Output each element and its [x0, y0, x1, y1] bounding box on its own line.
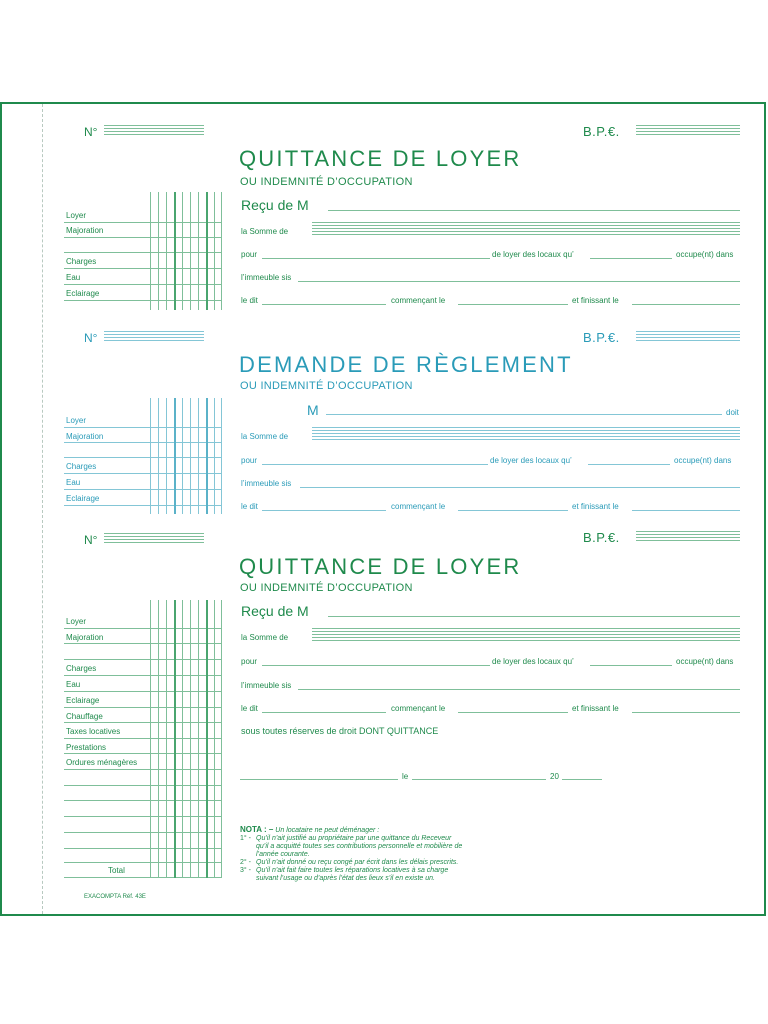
nota-1c: l’année courante.: [256, 851, 310, 858]
debtor-field[interactable]: [326, 414, 722, 415]
for-field[interactable]: [262, 464, 488, 465]
stub-label: Charges: [66, 462, 97, 471]
stub-label: Eclairage: [66, 289, 100, 298]
rent-premises-label: de loyer des locaux qu’: [490, 456, 572, 465]
reserves-text: sous toutes réserves de droit DONT QUITTANCE: [241, 726, 439, 736]
period-label: le dit: [241, 502, 258, 511]
perforation-line: [42, 104, 43, 914]
rent-premises-label: de loyer des locaux qu’: [492, 250, 574, 259]
for-label: pour: [241, 250, 258, 259]
debtor-label: M: [307, 402, 319, 418]
period-label: le dit: [241, 704, 258, 713]
for-field[interactable]: [262, 258, 490, 259]
building-field[interactable]: [298, 281, 740, 282]
total-label: Total: [108, 866, 125, 875]
amount-field[interactable]: [312, 222, 740, 236]
year-label: 20: [550, 772, 559, 781]
stub-label: Eclairage: [66, 696, 100, 705]
nota-3b: suivant l’usage ou d’après l’état des lieux s’il en existe un.: [256, 875, 435, 882]
stub-amount-grid[interactable]: [150, 600, 222, 878]
start-label: commençant le: [391, 704, 446, 713]
received-from-field[interactable]: [328, 210, 740, 211]
end-date-field[interactable]: [632, 304, 740, 305]
start-label: commençant le: [391, 296, 446, 305]
bpe-label: B.P.€.: [583, 330, 620, 345]
stub-label: Loyer: [66, 211, 87, 220]
start-label: commençant le: [391, 502, 446, 511]
period-field[interactable]: [262, 712, 386, 713]
owes-label: doit: [726, 408, 739, 417]
building-label: l’immeuble sis: [241, 479, 292, 488]
start-date-field[interactable]: [458, 712, 568, 713]
stub-amount-grid[interactable]: [150, 192, 222, 310]
nota-1b: qu’il a acquitté toutes ses contributions personnelle et mobilière de: [256, 843, 463, 850]
nota-intro: Un locataire ne peut déménager :: [275, 827, 380, 834]
date-field[interactable]: [412, 779, 546, 780]
for-field[interactable]: [262, 665, 490, 666]
year-field[interactable]: [562, 779, 602, 780]
occupant-field[interactable]: [590, 258, 672, 259]
stub-label: Loyer: [66, 416, 87, 425]
stub-label: Loyer: [66, 617, 87, 626]
stub-label: Eau: [66, 680, 81, 689]
amount-field[interactable]: [312, 628, 740, 642]
reference-text: EXACOMPTA Réf. 43E: [84, 894, 146, 900]
stub-label: Eau: [66, 478, 81, 487]
occupies-label: occupe(nt) dans: [676, 657, 734, 666]
bpe-amount-field[interactable]: [636, 531, 740, 543]
nota-3a: Qu’il n’ait fait faire toutes les réparations locatives à sa charge: [256, 867, 449, 874]
nota-1a: Qu’il n’ait justifié au propriétaire par une quittance du Receveur: [256, 835, 452, 842]
bpe-amount-field[interactable]: [636, 125, 740, 137]
building-field[interactable]: [300, 487, 740, 488]
for-label: pour: [241, 456, 258, 465]
bpe-label: B.P.€.: [583, 530, 620, 545]
occupies-label: occupe(nt) dans: [676, 250, 734, 259]
stub-label: Ordures ménagères: [66, 758, 138, 767]
stub-label: Majoration: [66, 432, 104, 441]
form-subtitle: OU INDEMNITÉ D’OCCUPATION: [240, 176, 413, 188]
number-field[interactable]: [104, 331, 204, 343]
stub-label: Taxes locatives: [66, 727, 121, 736]
occupant-field[interactable]: [588, 464, 670, 465]
amount-field[interactable]: [312, 427, 740, 441]
number-label: N°: [84, 331, 98, 345]
form-subtitle: OU INDEMNITÉ D’OCCUPATION: [240, 380, 413, 392]
occupies-label: occupe(nt) dans: [674, 456, 732, 465]
building-field[interactable]: [298, 689, 740, 690]
bpe-amount-field[interactable]: [636, 331, 740, 343]
date-label: le: [402, 772, 409, 781]
stub-label: Chauffage: [66, 712, 103, 721]
amount-label: la Somme de: [241, 227, 289, 236]
stub-label: Charges: [66, 257, 97, 266]
number-label: N°: [84, 533, 98, 547]
end-date-field[interactable]: [632, 510, 740, 511]
amount-label: la Somme de: [241, 432, 289, 441]
nota-num: 3° -: [240, 867, 251, 874]
stub-label: Eau: [66, 273, 81, 282]
nota-block: [240, 826, 462, 883]
stub-label: Majoration: [66, 633, 104, 642]
form-title: QUITTANCE DE LOYER: [239, 146, 522, 171]
nota-num: 1° -: [240, 835, 251, 842]
nota-title: NOTA : –: [240, 825, 274, 834]
form-subtitle: OU INDEMNITÉ D’OCCUPATION: [240, 582, 413, 594]
end-date-field[interactable]: [632, 712, 740, 713]
for-label: pour: [241, 657, 258, 666]
received-from-field[interactable]: [328, 616, 740, 617]
number-field[interactable]: [104, 125, 204, 137]
end-label: et finissant le: [572, 502, 619, 511]
stub-label: Eclairage: [66, 494, 100, 503]
rent-premises-label: de loyer des locaux qu’: [492, 657, 574, 666]
number-label: N°: [84, 125, 98, 139]
received-from-label: Reçu de M: [241, 197, 309, 213]
form-title: DEMANDE DE RÈGLEMENT: [239, 352, 573, 377]
building-label: l’immeuble sis: [241, 681, 292, 690]
amount-label: la Somme de: [241, 633, 289, 642]
stub-amount-grid[interactable]: [150, 398, 222, 514]
stub-label: Charges: [66, 664, 97, 673]
end-label: et finissant le: [572, 296, 619, 305]
nota-2: Qu’il n’ait donné ou reçu congé par écrit dans les délais prescrits.: [256, 859, 459, 866]
end-label: et finissant le: [572, 704, 619, 713]
period-field[interactable]: [262, 510, 386, 511]
stub-label: Prestations: [66, 743, 107, 752]
number-field[interactable]: [104, 533, 204, 545]
building-label: l’immeuble sis: [241, 273, 292, 282]
received-from-label: Reçu de M: [241, 603, 309, 619]
form-title: QUITTANCE DE LOYER: [239, 554, 522, 579]
start-date-field[interactable]: [458, 510, 568, 511]
period-label: le dit: [241, 296, 258, 305]
place-field[interactable]: [240, 779, 398, 780]
start-date-field[interactable]: [458, 304, 568, 305]
period-field[interactable]: [262, 304, 386, 305]
occupant-field[interactable]: [590, 665, 672, 666]
stub-label: Majoration: [66, 226, 104, 235]
nota-num: 2° -: [240, 859, 251, 866]
bpe-label: B.P.€.: [583, 124, 620, 139]
